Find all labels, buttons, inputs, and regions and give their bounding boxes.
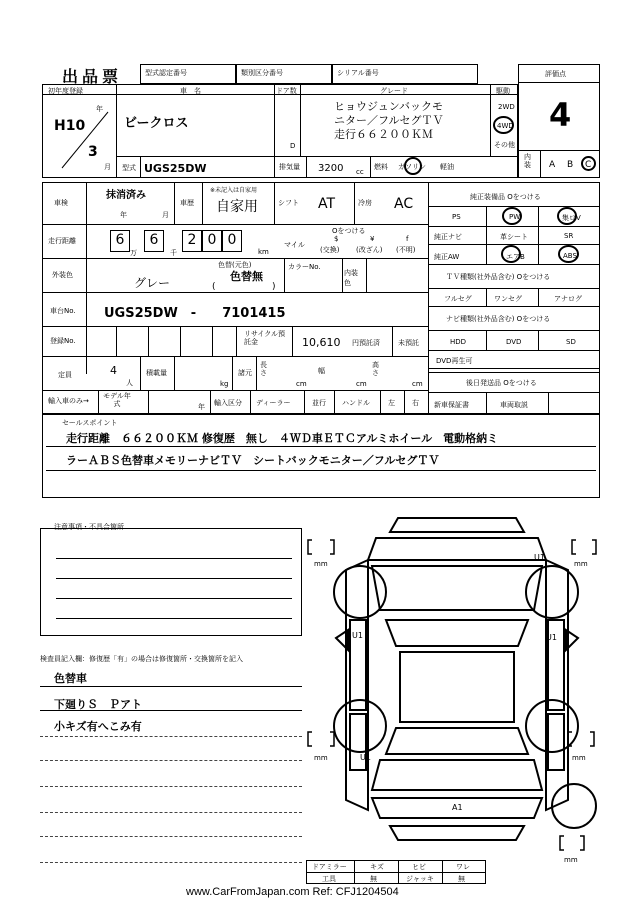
interior-option-b: B [567, 160, 574, 170]
shift-label: シフト [278, 199, 299, 207]
damage-label-1: U1 [534, 553, 545, 562]
sales-point-label: セールスポイント [62, 419, 118, 427]
note-line-3: 小キズ有へこみ有 [54, 720, 142, 733]
history-label: 車歴 [180, 199, 194, 207]
damage-label-4: U1 [360, 753, 371, 762]
displacement-value: 3200 [318, 163, 344, 174]
meter-exchange: (交換) [320, 246, 340, 254]
year-unit: 年 [96, 105, 103, 113]
meter-unknown: (不明) [396, 246, 416, 254]
inspection-year-unit: 年 [120, 211, 127, 219]
inspector-label: 検査員記入欄：修復歴「有」の場合は修復箇所・交換箇所を記入 [40, 655, 243, 663]
height-label: 高さ [372, 361, 379, 377]
man-unit: 万 [130, 249, 137, 257]
doors-value: D [290, 142, 296, 150]
drive-2wd: 2WD [498, 103, 515, 111]
legend-crack: ヒビ [412, 863, 426, 871]
drive-4wd-circle [493, 116, 514, 134]
model-year-unit: 年 [198, 403, 205, 411]
shift-value: AT [318, 196, 336, 212]
mm-label-5: mm [564, 856, 578, 864]
light-oil-label: 軽油 [440, 163, 454, 171]
mileage-digit-1: 6 [110, 230, 130, 252]
color-no-label: カラーNo. [288, 263, 321, 271]
mileage-digit-5: 0 [222, 230, 242, 252]
interior-color-label: 内装色 [344, 269, 358, 287]
damage-label-5: A1 [452, 803, 463, 812]
interior-option-c: C [585, 160, 592, 170]
length-unit: cm [296, 380, 307, 388]
aw-label: 純正AW [434, 253, 460, 261]
displacement-unit: cc [356, 168, 364, 176]
month-value: 3 [88, 144, 98, 160]
serial-label: シリアル番号 [332, 64, 478, 84]
recycle-unpaid: 未預託 [398, 339, 419, 347]
handle-left: 左 [388, 399, 395, 407]
fuel-label: 燃料 [374, 163, 388, 171]
sen-unit: 千 [170, 249, 177, 257]
navi-label: 純正ナビ [434, 233, 462, 241]
tv-analog: アナログ [554, 295, 582, 303]
load-label: 積載量 [146, 369, 167, 377]
km-unit: km [258, 248, 269, 256]
mileage-digit-3: 2 [182, 230, 202, 252]
mile-label: マイル [284, 241, 305, 249]
history-note: ※未記入は自家用 [210, 187, 258, 194]
footer-watermark: www.CarFromJapan.com Ref: CFJ1204504 [186, 886, 399, 898]
equip-central-lock: 集ロV [562, 214, 581, 222]
interior-c-circle [581, 156, 596, 171]
dealer-label: ディーラー [256, 399, 291, 407]
length-label: 長さ [260, 361, 267, 377]
chassis-value: UGS25DW - 7101415 [104, 306, 286, 321]
equip-airbag-circle [501, 245, 521, 263]
mm-label-1: mm [314, 560, 328, 568]
category-label: 類別区分番号 [236, 64, 332, 84]
dims-label: 諸元 [238, 369, 252, 377]
navi-title: ナビ種類(社外品含む) Oをつける [446, 315, 551, 323]
after-title: 後日発送品 Oをつける [466, 379, 537, 387]
color-value: グレー [134, 276, 171, 290]
after-manual: 車両取説 [500, 401, 528, 409]
note-line-2: 下廻りＳ Ｐアト [54, 698, 142, 711]
handle-right: 右 [412, 399, 419, 407]
page-title: 出品票 [62, 67, 123, 86]
recycle-status: 円預託済 [352, 339, 380, 347]
navi-hdd: HDD [450, 338, 467, 346]
equip-ps: PS [452, 213, 461, 221]
reg-no-label: 登録No. [50, 337, 76, 345]
caution-label: 注意事項・不具合箇所 [54, 523, 124, 531]
import-class-label: 輸入区分 [214, 399, 242, 407]
load-unit: kg [220, 380, 229, 388]
meter-tampered: (改ざん) [356, 246, 383, 254]
color-label: 外装色 [52, 271, 73, 279]
equip-abs: ABS [563, 252, 577, 260]
navi-sd: SD [566, 338, 576, 346]
equip-sr: SR [564, 232, 574, 240]
meter-symbol-1: $ [334, 235, 339, 243]
mm-label-4: mm [572, 754, 586, 762]
grade-line-1: ヒョウジュンバックモ [334, 100, 444, 113]
equip-leather: 革シート [500, 233, 528, 241]
model-label: 型式 [122, 164, 136, 172]
after-warranty: 新車保証書 [434, 401, 469, 409]
legend-mirror: ドアミラー [312, 863, 347, 871]
rating-label: 評価点 [545, 70, 566, 78]
parallel-label: 並行 [312, 399, 326, 407]
damage-label-3: U1 [546, 633, 557, 642]
type-approval-label: 型式認定番号 [140, 64, 236, 84]
recycle-value: 10,610 [302, 336, 341, 349]
cooler-label: 冷房 [358, 199, 372, 207]
mm-label-2: mm [574, 560, 588, 568]
inspection-month-unit: 月 [162, 211, 169, 219]
equip-airbag: エアB [506, 253, 525, 261]
color-change-label: 色替(元色) [218, 261, 252, 269]
color-change-value: 色替無 [230, 270, 263, 283]
history-value: 自家用 [216, 199, 258, 215]
note-line-1: 色替車 [54, 672, 87, 685]
width-unit: cm [356, 380, 367, 388]
width-label: 幅 [318, 367, 325, 375]
inspection-label: 車検 [54, 199, 68, 207]
month-unit: 月 [104, 163, 111, 171]
interior-option-a: A [549, 160, 556, 170]
damage-label-2: U1 [352, 631, 363, 640]
name-value: ビークロス [124, 116, 189, 131]
dvd-label: DVD再生可 [436, 357, 473, 365]
sales-point-line-2: ラーＡＢＳ色替車メモリーナビＴＶ シートバックモニター／フルセグＴＶ [66, 454, 440, 467]
capacity-label: 定員 [58, 371, 72, 379]
legend-jack-value: 無 [458, 875, 465, 883]
handle-label: ハンドル [342, 399, 370, 407]
legend-tools-value: 無 [370, 875, 377, 883]
mile-note: Oをつける [332, 227, 366, 235]
doors-label: ドア数 [276, 87, 297, 95]
inspection-value: 抹消済み [106, 190, 146, 201]
caution-box [40, 528, 302, 636]
model-year-label: モデル年式 [103, 392, 131, 408]
grade-line-2: ニター／フルセグＴＶ [334, 114, 444, 127]
drive-other: その他 [494, 141, 515, 149]
mileage-digit-2: 6 [144, 230, 164, 252]
date-diagonal [58, 110, 114, 170]
capacity-value: 4 [110, 364, 117, 377]
recycle-label: リサイクル預託金 [244, 330, 286, 347]
interior-label: 内装 [524, 153, 531, 169]
displacement-label: 排気量 [279, 163, 300, 171]
mileage-digit-4: 0 [202, 230, 222, 252]
equip-pw-circle [502, 207, 522, 225]
rating-value: 4 [549, 96, 572, 134]
cooler-value: AC [394, 196, 414, 212]
year-value: H10 [54, 118, 86, 134]
fuel-value: ガソリン [398, 163, 426, 171]
equip-abs-circle [558, 245, 579, 263]
capacity-unit: 人 [126, 379, 133, 387]
model-value: UGS25DW [144, 162, 207, 175]
tv-fullseg: フルセグ [444, 295, 472, 303]
legend-tools: 工具 [322, 875, 336, 883]
car-diagram [306, 510, 612, 880]
first-reg-label: 初年度登録 [48, 87, 83, 95]
tv-title: ＴＶ種類(社外品含む) Oをつける [446, 273, 551, 281]
legend-scratch: キズ [370, 863, 384, 871]
chassis-label: 車台No. [50, 307, 76, 315]
meter-symbol-2: ¥ [370, 235, 375, 243]
fuel-circle [404, 157, 422, 175]
equip-pw: PW [509, 213, 521, 221]
mm-label-3: mm [314, 754, 328, 762]
mileage-label: 走行距離 [48, 237, 76, 245]
grade-label: グレード [380, 87, 408, 95]
navi-dvd: DVD [506, 338, 522, 346]
equip-central-circle [557, 207, 577, 225]
drive-label: 駆動 [496, 87, 510, 95]
drive-4wd: 4WD [497, 122, 514, 130]
name-label: 車 名 [180, 87, 201, 95]
grade-line-3: 走行６６２００ＫＭ [334, 128, 433, 141]
legend-break: ワレ [456, 863, 470, 871]
sales-point-line-1: 走行距離 ６６２００ＫＭ 修復歴 無し ４ＷＤ車ＥＴＣアルミホイール 電動格納ミ [66, 432, 499, 445]
tv-oneseg: ワンセグ [494, 295, 522, 303]
import-label: 輸入車のみ→ [48, 397, 89, 405]
height-unit: cm [412, 380, 423, 388]
meter-symbol-3: f [406, 235, 409, 243]
legend-jack: ジャッキ [406, 875, 434, 883]
equipment-title: 純正装備品 Oをつける [470, 193, 541, 201]
